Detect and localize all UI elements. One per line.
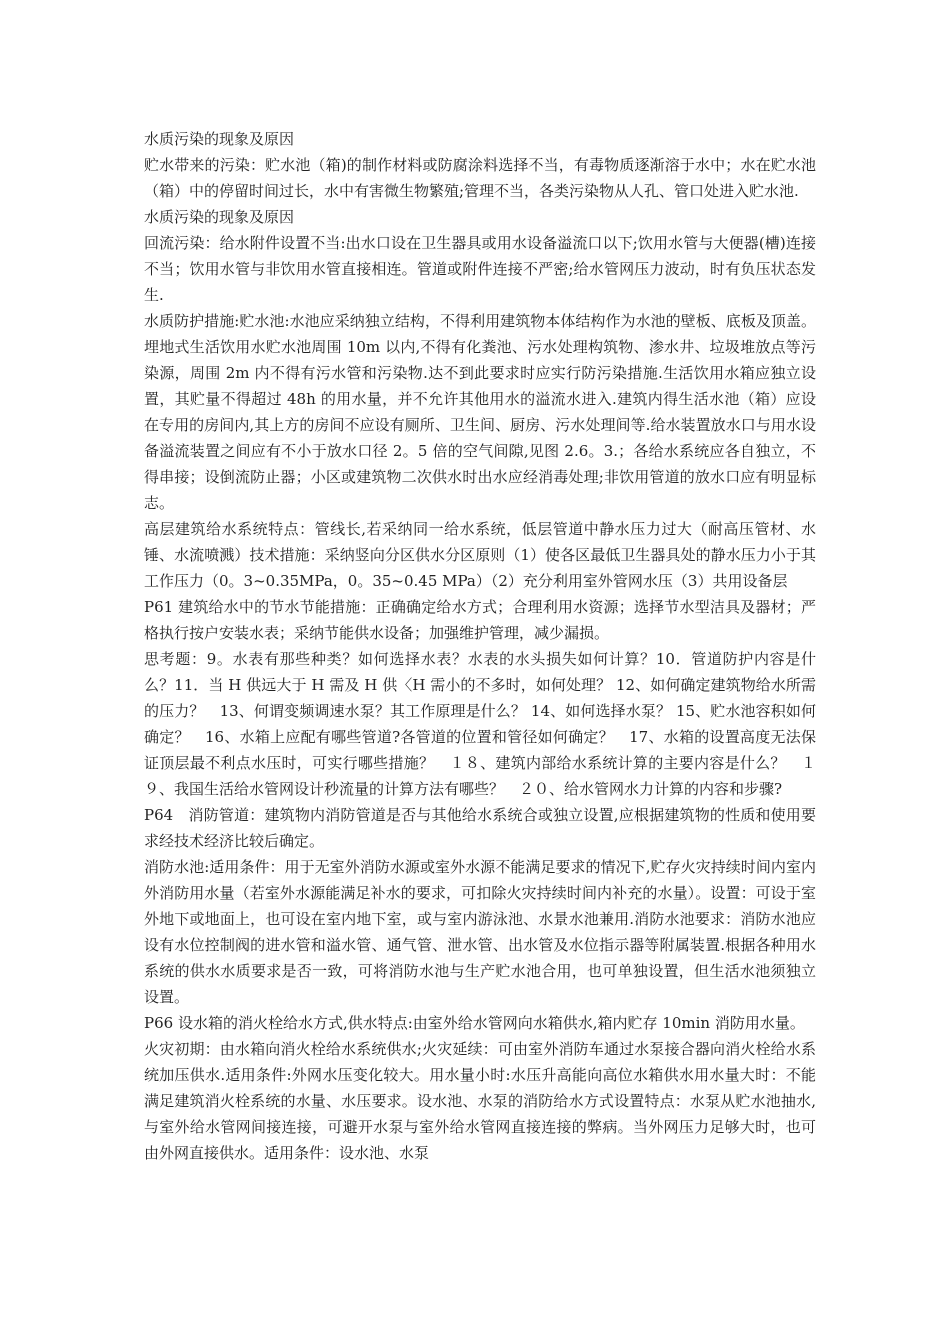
paragraph-p61-water-saving: P61 建筑给水中的节水节能措施：正确确定给水方式；合理利用水资源；选择节水型洁具及器材；严格执行按户安装水表；采纳节能供水设备；加强维护管理，减少漏损。: [144, 598, 816, 642]
document-page: [144, 126, 816, 1166]
paragraph-water-protection: 水质防护措施:贮水池:水池应采纳独立结构，不得利用建筑物本体结构作为水池的壁板、底板及顶盖。埋地式生活饮用水贮水池周围 10m 以内,不得有化粪池、污水处理构筑物、渗水井、垃圾堆放点等污染源，周围 2m 内不得有污水管和污染物.达不到此要求时应实行防污染措施.生活饮用水箱应独立设置，其贮量不得超过 48h 的用水量，并不允许其他用水的溢流水进入.建筑内得生活水池（箱）应设在专用的房间内,其上方的房间不应设有厕所、卫生间、厨房、污水处理间等.给水装置放水口与用水设备溢流装置之间应有不小于放水口径 2。5 倍的空气间隙,见图 2.6。3.；各给水系统应各自独立，不得串接；设倒流防止器；小区或建筑物二次供水时出水应经消毒处理;非饮用管道的放水口应有明显标志。: [144, 312, 816, 512]
paragraph-storage-pollution: 贮水带来的污染：贮水池（箱)的制作材料或防腐涂料选择不当，有毒物质逐渐溶于水中；水在贮水池（箱）中的停留时间过长，水中有害微生物繁殖;管理不当，各类污染物从人孔、管口处进入贮水池.: [144, 156, 816, 200]
paragraph-fire-pool: 消防水池:适用条件：用于无室外消防水源或室外水源不能满足要求的情况下,贮存火灾持续时间内室内外消防用水量（若室外水源能满足补水的要求，可扣除火灾持续时间内补充的水量）。设置：可设于室外地下或地面上，也可设在室内地下室，或与室内游泳池、水景水池兼用.消防水池要求：消防水池应设有水位控制阀的进水管和溢水管、通气管、泄水管、出水管及水位指示器等附属装置.根据各种用水系统的供水水质要求是否一致，可将消防水池与生产贮水池合用，也可单独设置，但生活水池须独立设置。: [144, 858, 816, 1006]
paragraph-backflow-pollution: 回流污染：给水附件设置不当:出水口设在卫生器具或用水设备溢流口以下;饮用水管与大便器(槽)连接不当；饮用水管与非饮用水管直接相连。管道或附件连接不严密;给水管网压力波动，时有负压状态发生.: [144, 234, 816, 304]
paragraph-p66-tank-hydrant: P66 设水箱的消火栓给水方式,供水特点:由室外给水管网向水箱供水,箱内贮存 10min 消防用水量。: [144, 1014, 805, 1032]
paragraph-review-questions: 思考题：9。水表有那些种类？如何选择水表？水表的水头损失如何计算？10．管道防护内容是什么？11．当 H 供远大于 H 需及 H 供〈H 需小的不多时，如何处理？ 12、如何确定建筑物给水所需的压力？ 13、何谓变频调速水泵？其工作原理是什么？ 14、如何选择水泵？ 15、贮水池容积如何确定？ 16、水箱上应配有哪些管道?各管道的位置和管径如何确定？ 17、水箱的设置高度无法保证顶层最不利点水压时，可实行哪些措施？ １８、建筑内部给水系统计算的主要内容是什么？ １９、我国生活给水管网设计秒流量的计算方法有哪些？ ２０、给水管网水力计算的内容和步骤?: [144, 650, 816, 798]
heading-water-pollution-2: 水质污染的现象及原因: [144, 208, 295, 226]
paragraph-high-rise-supply: 高层建筑给水系统特点：管线长,若采纳同一给水系统，低层管道中静水压力过大（耐高压管材、水锤、水流喷溅）技术措施：采纳竖向分区供水分区原则（1）使各区最低卫生器具处的静水压力小于其工作压力（0。3~0.35MPa，0。35~0.45 MPa）（2）充分利用室外管网水压（3）共用设备层: [144, 520, 816, 590]
paragraph-p64-fire-pipes: P64 消防管道：建筑物内消防管道是否与其他给水系统合或独立设置,应根据建筑物的性质和使用要求经技术经济比较后确定。: [144, 806, 816, 850]
heading-water-pollution-1: 水质污染的现象及原因: [144, 130, 295, 148]
paragraph-fire-initial-stage: 火灾初期：由水箱向消火栓给水系统供水;火灾延续：可由室外消防车通过水泵接合器向消火栓给水系统加压供水.适用条件:外网水压变化较大。用水量小时:水压升高能向高位水箱供水用水量大时：不能满足建筑消火栓系统的水量、水压要求。设水池、水泵的消防给水方式设置特点：水泵从贮水池抽水,与室外给水管网间接连接，可避开水泵与室外给水管网直接连接的弊病。当外网压力足够大时，也可由外网直接供水。适用条件：设水池、水泵: [144, 1040, 816, 1162]
